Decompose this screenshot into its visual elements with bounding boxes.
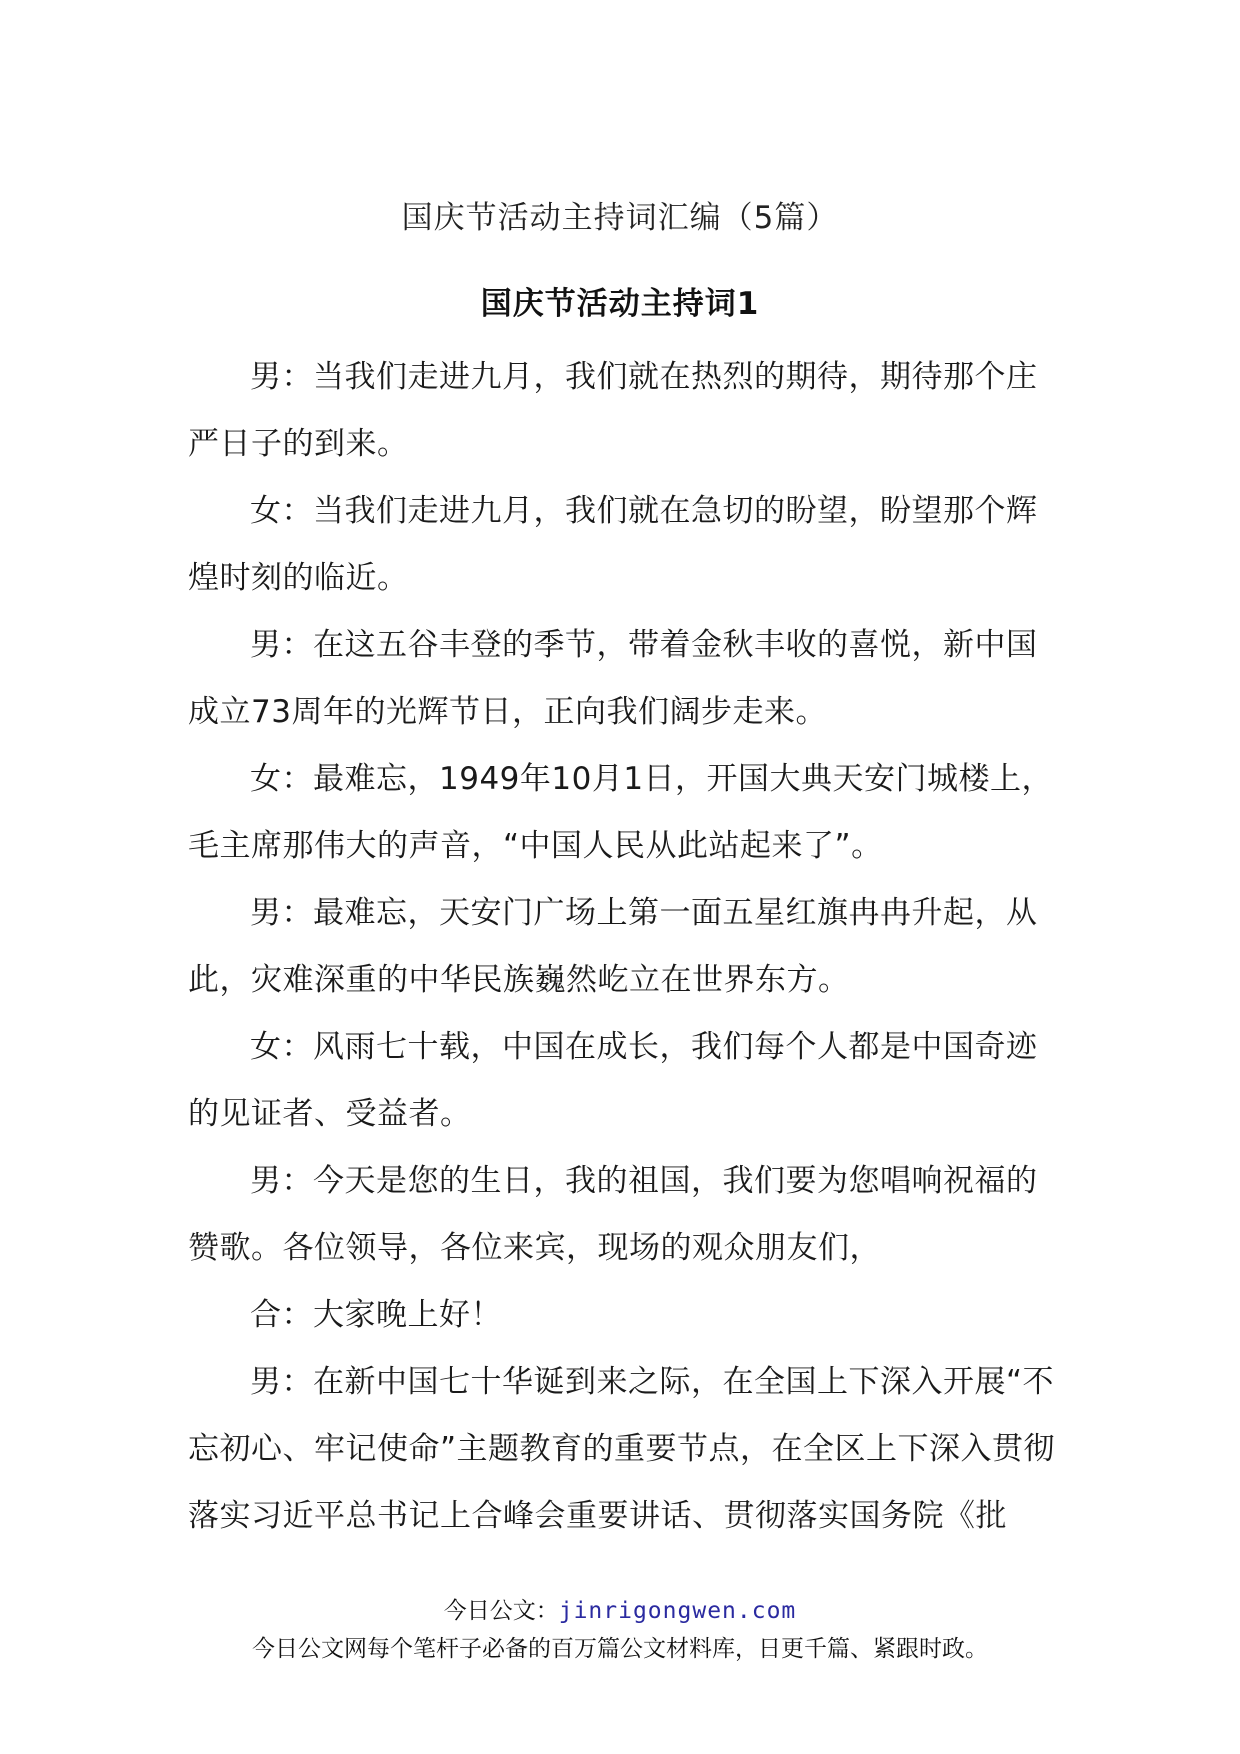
- document-body: [188, 344, 1058, 1550]
- document-title: 国庆节活动主持词汇编（5篇）: [401, 200, 839, 236]
- paragraph: 男：当我们走进九月，我们就在热烈的期待，期待那个庄严日子的到来。: [188, 359, 1038, 462]
- footer-site-link[interactable]: jinrigongwen.com: [558, 1598, 797, 1624]
- paragraph: 男：最难忘，天安门广场上第一面五星红旗冉冉升起，从此，灾难深重的中华民族巍然屹立在世界东方。: [188, 895, 1038, 998]
- paragraph: 女：风雨七十载，中国在成长，我们每个人都是中国奇迹的见证者、受益者。: [188, 1029, 1038, 1132]
- section-heading: 国庆节活动主持词1: [480, 286, 760, 322]
- paragraph: 男：在新中国七十华诞到来之际，在全国上下深入开展“不忘初心、牢记使命”主题教育的重要节点，在全区上下深入贯彻落实习近平总书记上合峰会重要讲话、贯彻落实国务院《批: [188, 1364, 1056, 1534]
- footer-site-label: 今日公文：: [443, 1598, 559, 1624]
- paragraph: 男：在这五谷丰登的季节，带着金秋丰收的喜悦，新中国成立73周年的光辉节日，正向我们阔步走来。: [188, 627, 1038, 730]
- footer-tagline: 今日公文网每个笔杆子必备的百万篇公文材料库，日更千篇、紧跟时政。: [252, 1636, 988, 1662]
- paragraph: 男：今天是您的生日，我的祖国，我们要为您唱响祝福的赞歌。各位领导，各位来宾，现场的观众朋友们，: [188, 1163, 1038, 1266]
- paragraph: 合：大家晚上好！: [250, 1297, 502, 1333]
- paragraph: 女：最难忘，1949年10月1日，开国大典天安门城楼上，毛主席那伟大的声音，“中国人民从此站起来了”。: [188, 761, 1054, 864]
- footer-site-line: [0, 1592, 1240, 1625]
- paragraph: 女：当我们走进九月，我们就在急切的盼望，盼望那个辉煌时刻的临近。: [188, 493, 1038, 596]
